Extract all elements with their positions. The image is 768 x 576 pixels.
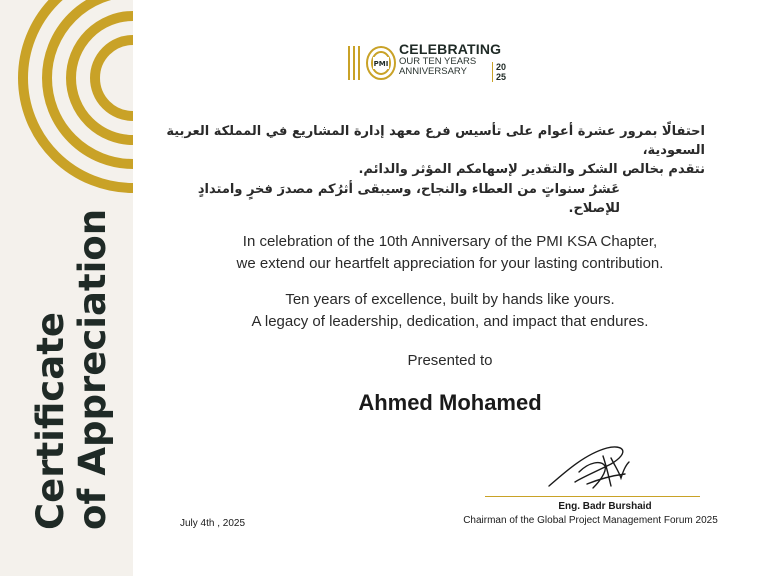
logo-year-bottom: 25	[496, 72, 507, 82]
issue-date: July 4th , 2025	[180, 518, 246, 529]
logo-year-top: 20	[496, 62, 507, 72]
english-line-2: we extend our heartfelt appreciation for your lasting contribution.	[236, 255, 664, 272]
english-paragraph-2	[150, 289, 750, 333]
arabic-paragraph	[160, 122, 705, 179]
certificate-title-line2: of Appreciation	[71, 208, 114, 530]
logo-our-ten-years: OUR TEN YEARS	[399, 56, 477, 67]
english-line-1: In celebration of the 10th Anniversary of the PMI KSA Chapter,	[242, 233, 658, 250]
logo-text	[399, 42, 501, 77]
certificate-title	[30, 209, 114, 530]
signer-name: Eng. Badr Burshaid	[558, 501, 652, 512]
logo-anniversary: ANNIVERSARY	[399, 66, 467, 77]
english-paragraph-1	[150, 231, 750, 275]
arabic-line-1: احتفالًا بمرور عشرة أعوام على تأسيس فرع معهد إدارة المشاريع في المملكة العربية السعودية،	[166, 124, 705, 158]
arabic-line-3: عَشرُ سنواتٍ من العطاء والنجاح، وسيبقى أثرُكم مصدرَ فخرٍ وامتدادٍ للإصلاح.	[197, 182, 620, 216]
logo-year	[492, 62, 506, 82]
certificate-title-line1: Certificate	[29, 312, 72, 530]
signature-line	[485, 496, 700, 497]
english-line-3: Ten years of excellence, built by hands like yours.	[285, 291, 615, 308]
svg-text:PMI: PMI	[373, 60, 389, 68]
recipient-name: Ahmed Mohamed	[358, 390, 542, 415]
arabic-line-2: نتقدم بخالص الشكر والتقدير لإسهامكم المؤثر والدائم.	[358, 162, 705, 177]
logo-celebrating: CELEBRATING	[399, 41, 502, 57]
english-line-4: A legacy of leadership, dedication, and impact that endures.	[251, 313, 649, 330]
signer-title: Chairman of the Global Project Management Forum 2025	[463, 515, 718, 526]
presented-to-label: Presented to	[407, 352, 493, 369]
signature-icon	[545, 442, 635, 494]
certificate-sidebar	[0, 0, 133, 576]
